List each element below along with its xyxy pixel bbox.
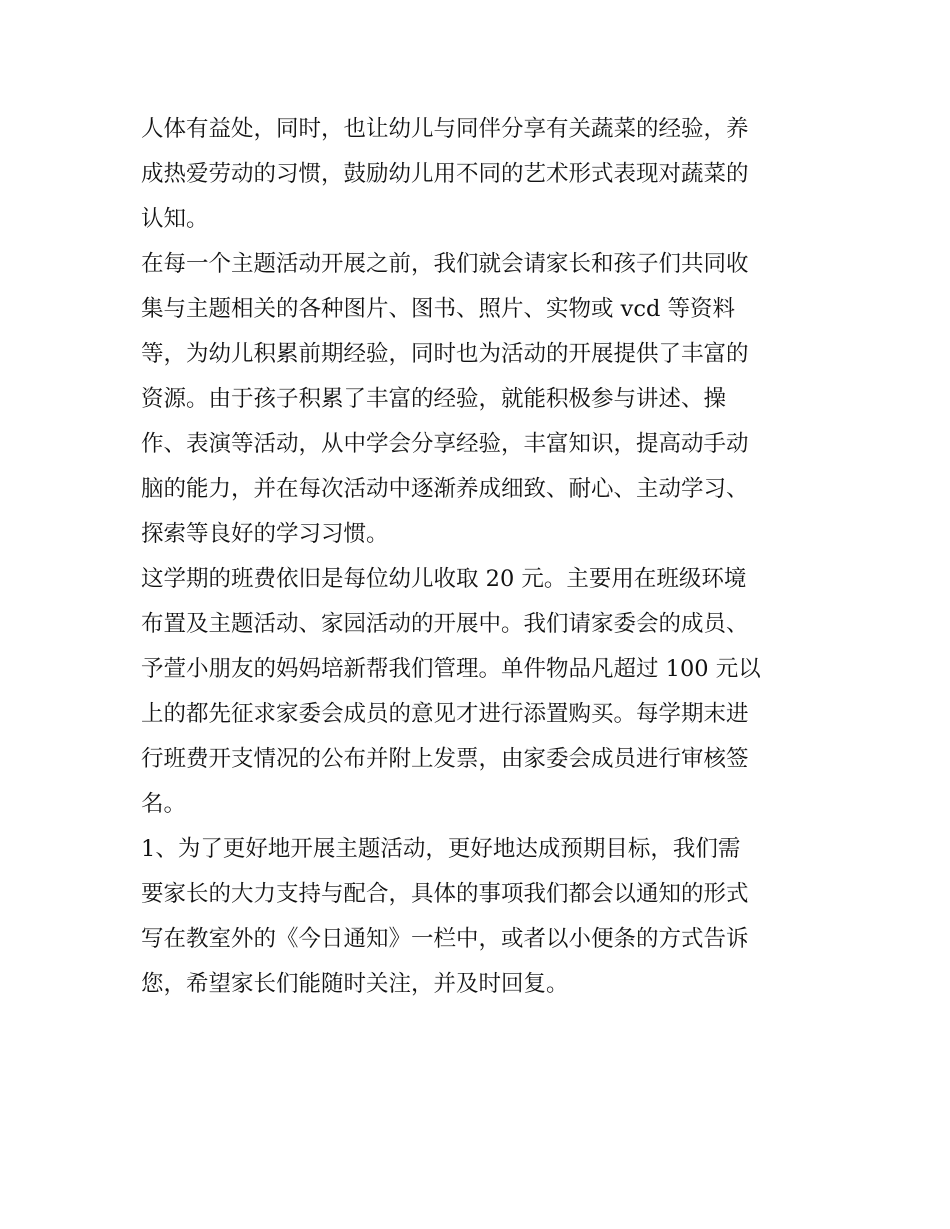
text-line: 探索等良好的学习习惯。 [141,521,389,547]
text-line: 上的都先征求家委会成员的意见才进行添置购买。每学期末进 [141,701,749,727]
text-line: 资源。由于孩子积累了丰富的经验，就能积极参与讲述、操 [141,386,727,412]
paragraph-vegetable-experience [141,107,813,242]
text-line: 成热爱劳动的习惯，鼓励幼儿用不同的艺术形式表现对蔬菜的 [141,161,749,187]
text-line: 在每一个主题活动开展之前，我们就会请家长和孩子们共同收 [141,251,749,277]
text-line: 写在教室外的《今日通知》一栏中，或者以小便条的方式告诉 [141,926,749,952]
text-line: 认知。 [141,206,209,232]
text-line: 您，希望家长们能随时关注，并及时回复。 [141,971,569,997]
text-line: 予萱小朋友的妈妈培新帮我们管理。单件物品凡超过 100 元以 [141,656,761,682]
text-line: 作、表演等活动，从中学会分享经验，丰富知识，提高动手动 [141,431,749,457]
text-line: 要家长的大力支持与配合，具体的事项我们都会以通知的形式 [141,881,749,907]
text-line: 1、为了更好地开展主题活动，更好地达成预期目标，我们需 [141,836,741,862]
paragraph-class-fees [141,557,813,827]
paragraph-theme-activities [141,242,813,557]
document-body [141,107,813,1007]
text-line: 脑的能力，并在每次活动中逐渐养成细致、耐心、主动学习、 [141,476,749,502]
text-line: 行班费开支情况的公布并附上发票，由家委会成员进行审核签 [141,746,749,772]
text-line: 等，为幼儿积累前期经验，同时也为活动的开展提供了丰富的 [141,341,749,367]
text-line: 人体有益处，同时，也让幼儿与同伴分享有关蔬菜的经验，养 [141,116,749,142]
text-line: 这学期的班费依旧是每位幼儿收取 20 元。主要用在班级环境 [141,566,747,592]
text-line: 集与主题相关的各种图片、图书、照片、实物或 vcd 等资料 [141,296,736,322]
text-line: 布置及主题活动、家园活动的开展中。我们请家委会的成员、 [141,611,749,637]
paragraph-parent-cooperation [141,827,813,1007]
text-line: 名。 [141,791,187,817]
